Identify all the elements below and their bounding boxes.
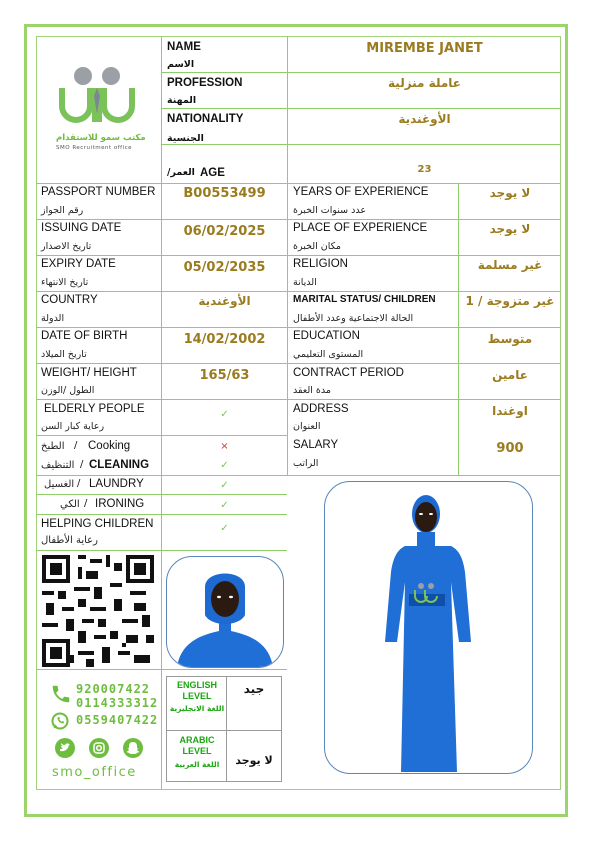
- cleaning-label-ar: التنظيف: [41, 460, 75, 471]
- instagram-icon[interactable]: [89, 738, 109, 758]
- passport-label: PASSPORT NUMBER: [41, 186, 156, 198]
- english-level-label-ar: اللغة الانجليزية: [169, 704, 225, 713]
- full-body-photo: [324, 481, 533, 774]
- dob-label-ar: تاريخ الميلاد: [41, 349, 87, 360]
- children-label: HELPING CHILDREN: [41, 518, 154, 530]
- row-line: [36, 550, 287, 551]
- contract-period-label: CONTRACT PERIOD: [293, 367, 404, 379]
- ironing-label: IRONING: [95, 498, 145, 510]
- row-line: [36, 514, 287, 515]
- weight-height-label-ar: الطول /الوزن: [41, 385, 95, 396]
- experience-place-value: لا يوجد: [489, 222, 531, 236]
- salary-label: SALARY: [293, 439, 339, 451]
- cleaning-label: CLEANING: [89, 459, 150, 471]
- row-line: [287, 475, 561, 476]
- phone-number-1: 920007422: [76, 682, 151, 696]
- name-label: NAME: [167, 41, 201, 53]
- expiry-date-label: EXPIRY DATE: [41, 258, 116, 270]
- language-box: [166, 676, 282, 782]
- row-line: [161, 108, 561, 109]
- issuing-date-label: ISSUING DATE: [41, 222, 122, 234]
- profession-label-ar: المهنة: [167, 95, 197, 106]
- laundry-label: LAUNDRY: [89, 478, 144, 490]
- experience-years-value: لا يوجد: [489, 186, 531, 200]
- arabic-level-label: ARABIC LEVEL: [179, 735, 215, 756]
- cooking-label-ar: الطبخ: [41, 441, 65, 452]
- cleaning-check-icon: ✓: [220, 460, 229, 471]
- row-line: [36, 327, 561, 328]
- country-value: الأوغندية: [198, 294, 251, 308]
- arabic-level-value: لا يوجد: [235, 754, 273, 767]
- logo: [52, 64, 147, 154]
- ironing-check-icon: ✓: [220, 500, 229, 511]
- laundry-check-icon: ✓: [220, 480, 229, 491]
- age-value: 23: [417, 164, 432, 175]
- elderly-label-ar: رعاية كبار السن: [41, 421, 105, 432]
- portrait-photo: [166, 556, 284, 668]
- children-label-ar: رعاية الأطفال: [41, 535, 98, 546]
- social-handle: smo_office: [52, 765, 137, 780]
- marital-status-label: MARITAL STATUS/ CHILDREN: [293, 294, 436, 305]
- full-body-icon: [325, 482, 532, 773]
- experience-years-label-ar: عدد سنوات الخبرة: [293, 205, 366, 216]
- logo-brand-en: SMO Recruitment office: [56, 145, 133, 151]
- education-label-ar: المستوى التعليمي: [293, 349, 364, 360]
- arabic-level-label-ar: اللغة العربية: [174, 760, 220, 769]
- row-line: [36, 399, 561, 400]
- elderly-check-icon: ✓: [220, 409, 229, 420]
- marital-status-value: غير متزوجة / 1: [465, 294, 555, 308]
- row-line: [36, 475, 287, 476]
- nationality-value: الأوغندية: [398, 112, 451, 126]
- children-check-icon: ✓: [220, 523, 229, 534]
- row-line: [36, 494, 287, 495]
- row-line: [36, 219, 561, 220]
- marital-status-label-ar: الحالة الاجتماعية وعدد الأطفال: [293, 313, 414, 324]
- english-level-value: جيد: [243, 682, 265, 696]
- country-label: COUNTRY: [41, 294, 98, 306]
- row-line: [161, 144, 561, 145]
- row-line: [36, 669, 161, 670]
- english-level-label: ENGLISH LEVEL: [176, 680, 217, 701]
- religion-value: غير مسلمة: [477, 258, 543, 272]
- dob-label: DATE OF BIRTH: [41, 330, 128, 342]
- profession-value: عاملة منزلية: [388, 76, 461, 90]
- whatsapp-icon: [50, 711, 70, 731]
- name-value: MIREMBE JANET: [366, 41, 483, 56]
- expiry-date-label-ar: تاريخ الانتهاء: [41, 277, 89, 288]
- laundry-label-ar: الغسيل: [44, 479, 75, 490]
- weight-height-label: WEIGHT/ HEIGHT: [41, 367, 137, 379]
- cooking-label: Cooking: [88, 440, 131, 452]
- whatsapp-number: 0559407422: [76, 713, 159, 727]
- dob-value: 14/02/2002: [183, 332, 266, 347]
- age-label: AGE: [200, 167, 225, 179]
- portrait-icon: [167, 557, 283, 667]
- cooking-cross-icon: ×: [220, 441, 229, 452]
- row-line: [36, 435, 287, 436]
- education-label: EDUCATION: [293, 330, 360, 342]
- phone-number-2: 0114333312: [76, 696, 159, 710]
- salary-label-ar: الراتب: [293, 458, 319, 469]
- col-divider-mid: [287, 36, 288, 476]
- row-line: [36, 291, 561, 292]
- address-value: اوغندا: [492, 404, 528, 418]
- experience-place-label-ar: مكان الخبرة: [293, 241, 341, 252]
- address-label-ar: العنوان: [293, 421, 321, 432]
- row-line: [161, 72, 561, 73]
- row-line: [36, 363, 561, 364]
- age-label-ar: العمر/: [167, 167, 195, 178]
- ironing-label-ar: الكي: [60, 499, 80, 510]
- passport-label-ar: رقم الجواز: [41, 205, 84, 216]
- twitter-icon[interactable]: [55, 738, 75, 758]
- issuing-date-value: 06/02/2025: [183, 224, 266, 239]
- religion-label: RELIGION: [293, 258, 348, 270]
- nationality-label: NATIONALITY: [167, 113, 244, 125]
- row-line: [36, 183, 561, 184]
- contract-period-label-ar: مدة العقد: [293, 385, 331, 396]
- experience-place-label: PLACE OF EXPERIENCE: [293, 222, 428, 234]
- logo-brand-ar: مكتب سمو للاستقدام: [56, 133, 146, 143]
- experience-years-label: YEARS OF EXPERIENCE: [293, 186, 429, 198]
- snapchat-icon[interactable]: [123, 738, 143, 758]
- name-label-ar: الاسم: [167, 59, 195, 70]
- contract-period-value: عامين: [492, 368, 528, 382]
- expiry-date-value: 05/02/2035: [183, 260, 266, 275]
- weight-height-value: 165/63: [199, 368, 250, 383]
- education-value: متوسط: [487, 332, 533, 346]
- salary-value: 900: [496, 441, 524, 456]
- religion-label-ar: الديانة: [293, 277, 317, 288]
- row-line: [36, 255, 561, 256]
- profession-label: PROFESSION: [167, 77, 243, 89]
- address-label: ADDRESS: [293, 403, 349, 415]
- country-label-ar: الدولة: [41, 313, 65, 324]
- qr-code-icon: [42, 555, 154, 667]
- passport-value: B00553499: [183, 186, 266, 201]
- elderly-label: ELDERLY PEOPLE: [44, 403, 145, 415]
- phone-icon: [50, 683, 72, 705]
- qr-code: [42, 555, 154, 667]
- nationality-label-ar: الجنسية: [167, 133, 204, 144]
- row-line: [161, 669, 287, 670]
- issuing-date-label-ar: تاريخ الاصدار: [41, 241, 92, 252]
